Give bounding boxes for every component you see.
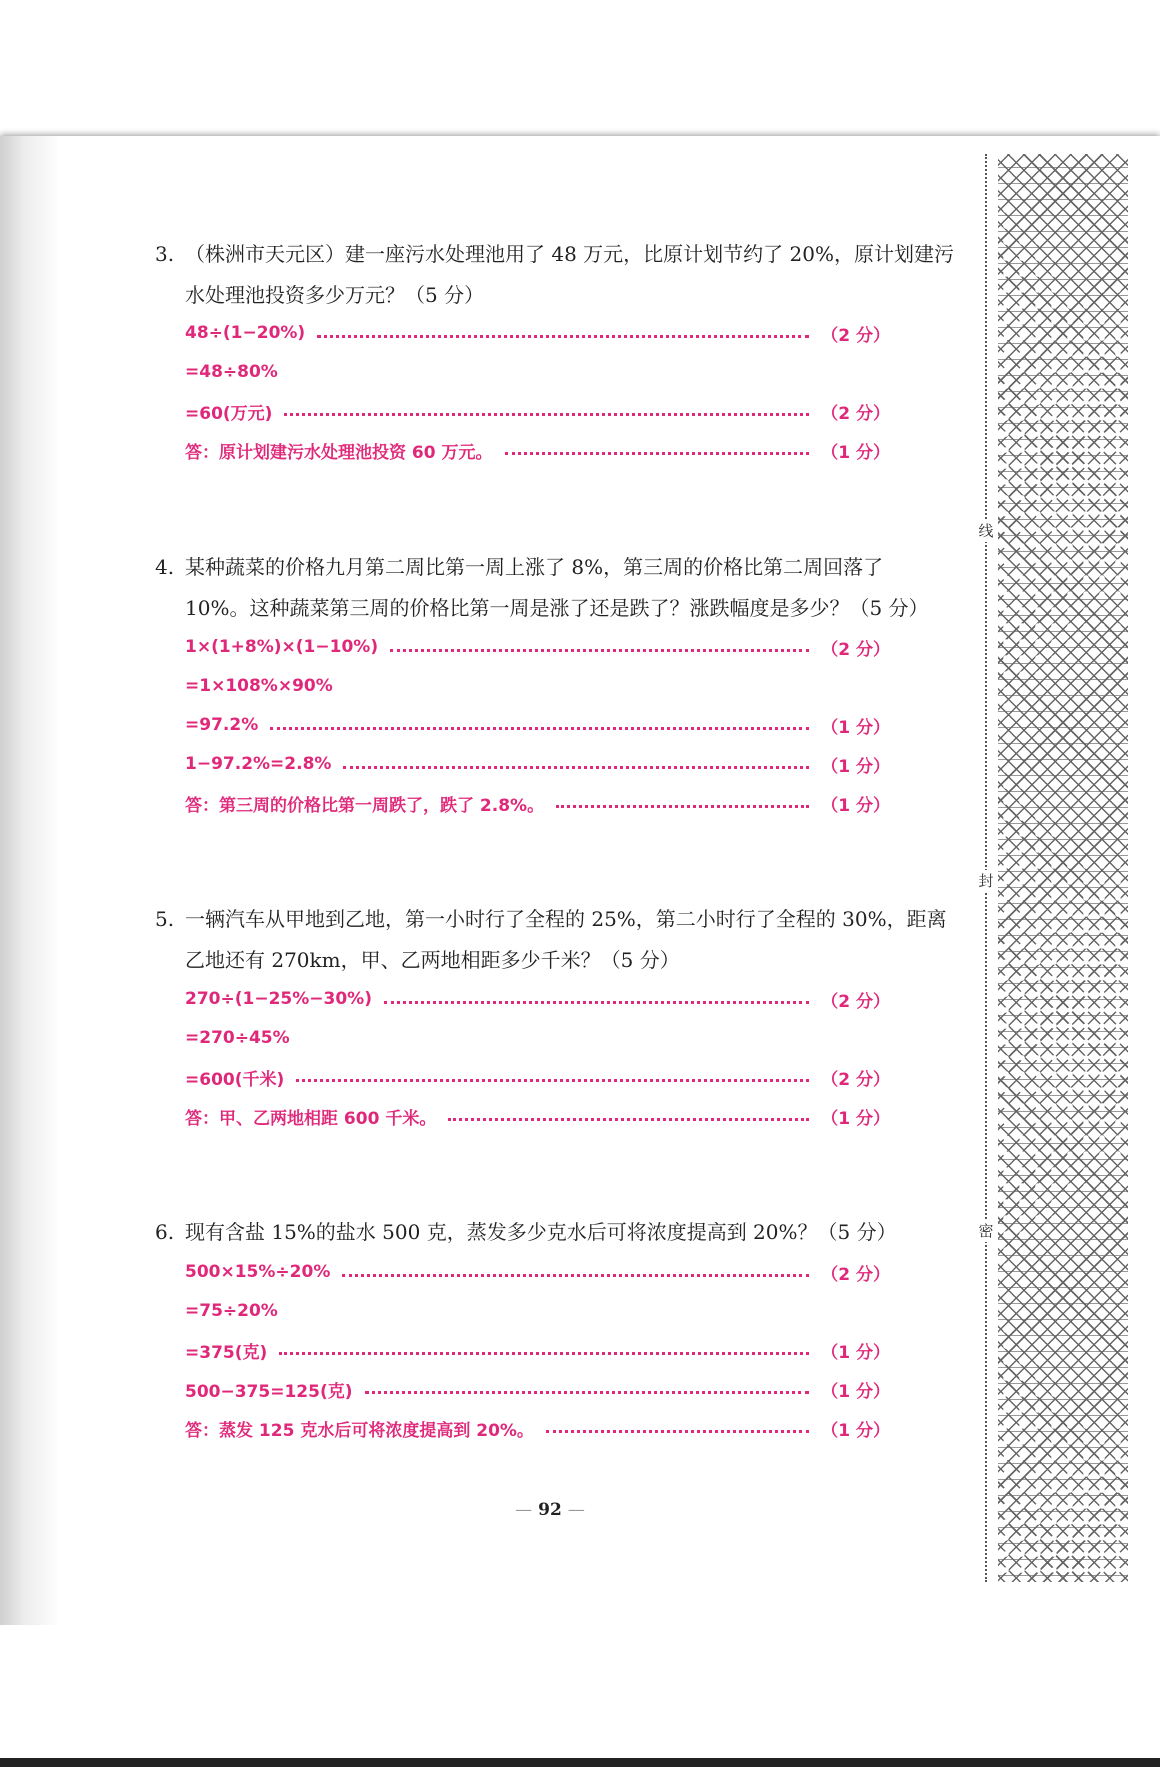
- leader-dots: [296, 1079, 809, 1082]
- step-text: 270÷(1−25%−30%): [185, 989, 372, 1009]
- answer-conclusion: [185, 1101, 890, 1131]
- leader-dots: [270, 727, 809, 730]
- step-score: （2 分）: [821, 1264, 890, 1285]
- step-text: 48÷(1−20%): [185, 323, 306, 343]
- question-4: [155, 547, 970, 629]
- step-text: =60(万元): [185, 403, 273, 424]
- step-score: （2 分）: [821, 1069, 890, 1090]
- leader-dots: [505, 452, 810, 455]
- question-6: [155, 1212, 970, 1253]
- leader-dots: [317, 335, 809, 338]
- question-5: [155, 899, 970, 981]
- answer-step: [185, 357, 890, 387]
- step-score: （1 分）: [821, 1381, 890, 1402]
- step-text: 答：蒸发 125 克水后可将浓度提高到 20%。: [185, 1420, 534, 1441]
- step-text: =270÷45%: [185, 1028, 290, 1048]
- question-text-line2: 10%。这种蔬菜第三周的价格比第一周是涨了还是跌了？涨跌幅度是多少？（5 分）: [185, 596, 929, 620]
- page-gutter-shadow: [0, 136, 60, 1625]
- question-number: 4.: [155, 555, 175, 579]
- question-number: 5.: [155, 907, 175, 931]
- binding-label-top: 线: [975, 520, 997, 542]
- step-text: 1×(1+8%)×(1−10%): [185, 637, 379, 657]
- step-score: （1 分）: [821, 795, 890, 816]
- answer-step: [185, 1296, 890, 1326]
- answer-step: [185, 1374, 890, 1404]
- answer-step: [185, 984, 890, 1014]
- page-number: — 92 —: [500, 1500, 600, 1520]
- question-text-line2: 水处理池投资多少万元？（5 分）: [185, 283, 485, 307]
- leader-dots: [343, 766, 809, 769]
- binding-label-middle: 封: [975, 870, 997, 892]
- step-score: （2 分）: [821, 325, 890, 346]
- leader-dots: [284, 413, 809, 416]
- answer-step: [185, 396, 890, 426]
- step-score: （1 分）: [821, 1420, 890, 1441]
- decorative-margin-pattern: [998, 154, 1128, 1582]
- leader-dots: [342, 1274, 809, 1277]
- step-text: 500−375=125(克): [185, 1381, 353, 1402]
- step-text: 500×15%÷20%: [185, 1262, 331, 1282]
- step-text: =48÷80%: [185, 362, 278, 382]
- answer-step: [185, 632, 890, 662]
- question-number: 6.: [155, 1220, 175, 1244]
- binding-label-bottom: 密: [975, 1220, 997, 1242]
- answer-conclusion: [185, 435, 890, 465]
- leader-dots: [279, 1352, 809, 1355]
- step-text: 答：甲、乙两地相距 600 千米。: [185, 1108, 437, 1129]
- step-score: （1 分）: [821, 1108, 890, 1129]
- leader-dots: [365, 1391, 810, 1394]
- step-text: =600(千米): [185, 1069, 285, 1090]
- answer-step: [185, 749, 890, 779]
- answer-step: [185, 318, 890, 348]
- step-score: （2 分）: [821, 991, 890, 1012]
- leader-dots: [546, 1430, 809, 1433]
- bottom-blank-area: [0, 1625, 1160, 1767]
- step-text: =75÷20%: [185, 1301, 278, 1321]
- step-text: 答：第三周的价格比第一周跌了，跌了 2.8%。: [185, 795, 545, 816]
- step-score: （2 分）: [821, 403, 890, 424]
- answer-step: [185, 1023, 890, 1053]
- step-score: （2 分）: [821, 639, 890, 660]
- answer-step: [185, 710, 890, 740]
- answer-conclusion: [185, 788, 890, 818]
- leader-dots: [556, 805, 809, 808]
- question-text-line2: 乙地还有 270km，甲、乙两地相距多少千米？（5 分）: [185, 948, 680, 972]
- answer-step: [185, 671, 890, 701]
- answer-step: [185, 1257, 890, 1287]
- question-text-line1: （株洲市天元区）建一座污水处理池用了 48 万元，比原计划节约了 20%，原计划建污: [185, 242, 954, 266]
- step-score: （1 分）: [821, 756, 890, 777]
- step-score: （1 分）: [821, 442, 890, 463]
- step-text: =97.2%: [185, 715, 259, 735]
- document-page: [0, 136, 1160, 1625]
- answer-step: [185, 1062, 890, 1092]
- top-blank-area: [0, 0, 1160, 136]
- leader-dots: [384, 1001, 809, 1004]
- answer-step: [185, 1335, 890, 1365]
- question-text-line1: 一辆汽车从甲地到乙地，第一小时行了全程的 25%，第二小时行了全程的 30%，距离: [185, 907, 947, 931]
- question-text-line1: 现有含盐 15%的盐水 500 克，蒸发多少克水后可将浓度提高到 20%？（5 分）: [185, 1220, 897, 1244]
- question-3: [155, 234, 970, 316]
- question-text-line1: 某种蔬菜的价格九月第二周比第一周上涨了 8%，第三周的价格比第二周回落了: [185, 555, 884, 579]
- step-score: （1 分）: [821, 1342, 890, 1363]
- answer-conclusion: [185, 1413, 890, 1443]
- step-text: =1×108%×90%: [185, 676, 333, 696]
- bottom-dark-bar: [0, 1758, 1160, 1767]
- step-text: 答：原计划建污水处理池投资 60 万元。: [185, 442, 493, 463]
- leader-dots: [390, 649, 809, 652]
- step-text: 1−97.2%=2.8%: [185, 754, 332, 774]
- step-text: =375(克): [185, 1342, 268, 1363]
- leader-dots: [448, 1118, 809, 1121]
- step-score: （1 分）: [821, 717, 890, 738]
- binding-dotted-line: [985, 154, 987, 1582]
- question-number: 3.: [155, 242, 175, 266]
